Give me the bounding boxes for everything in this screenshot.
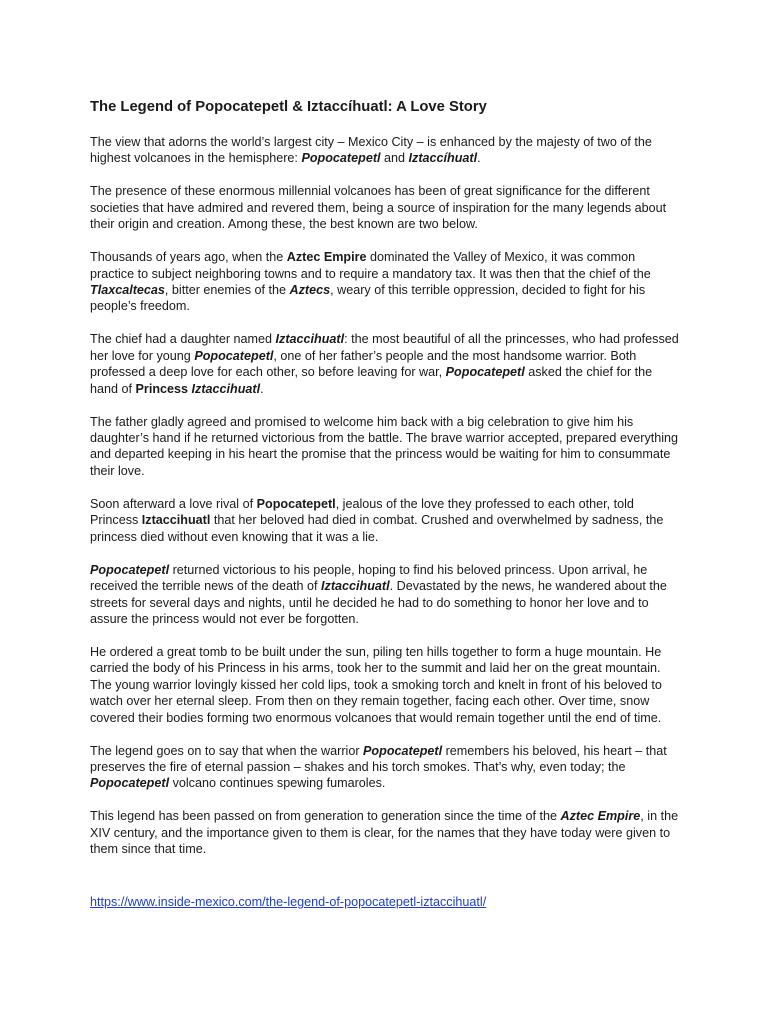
text-run: He ordered a great tomb to be built under the sun, piling ten hills together to form a huge mountain. He carried the body of his Princess in his arms, took her to the summit and laid her on the great mountain. The young warrior lovingly kissed her cold lips, took a smoking torch and knelt in front of his beloved to watch over her eternal sleep. From then on they remain together, facing each other. Over time, snow covered their bodies forming two enormous volcanoes that would remain together until the end of time. [90, 644, 662, 725]
emphasized-text: Aztec Empire [286, 250, 367, 265]
text-run: The presence of these enormous millennial volcanoes has been of great significance for the different societies that have admired and revered them, being a source of inspiration for the many legends about their origin and creation. Among these, the best known are two below. [90, 184, 667, 232]
emphasized-text: Iztaccihuatl [275, 332, 345, 347]
text-run: Thousands of years ago, when the [90, 250, 287, 265]
text-run: , one of her father’s people and the most handsome warrior. Both professed a deep love for each other, so before leaving for war, [90, 348, 637, 380]
paragraph [90, 496, 680, 545]
emphasized-text: Iztaccihuatl [191, 381, 261, 396]
text-run: , jealous of the love they professed to each other, told Princess [90, 496, 634, 528]
text-run: The view that adorns the world’s largest city – Mexico City – is enhanced by the majesty of two of the highest volcanoes in the hemisphere: [90, 135, 652, 166]
text-run: and [380, 151, 409, 166]
emphasized-text: Tlaxcaltecas [90, 283, 165, 298]
text-run: , bitter enemies of the [164, 283, 290, 298]
text-run: dominated the Valley of Mexico, it was common practice to subject neighboring towns and to require a mandatory tax. It was then that the chief of the [90, 250, 651, 281]
text-run: , in the XIV century, and the importance given to them is clear, for the names that they have today were given to them since that time. [90, 809, 679, 857]
paragraph [90, 562, 680, 628]
emphasized-text: Iztaccihuatl [321, 579, 390, 594]
paragraph [90, 808, 680, 857]
emphasized-text: Popocatepetl [194, 348, 274, 363]
paragraph [90, 249, 680, 315]
paragraph [90, 743, 680, 792]
emphasized-text: Popocatepetl [363, 743, 443, 758]
text-run: . [477, 151, 481, 166]
text-run: volcano continues spewing fumaroles. [169, 776, 386, 791]
paragraph [90, 183, 680, 232]
text-run: remembers his beloved, his heart – that preserves the fire of eternal passion – shakes and his torch smokes. That’s why, even today; the [90, 743, 667, 774]
emphasized-text: Iztaccihuatl [141, 513, 211, 528]
emphasized-text: Popocatepetl [301, 151, 381, 166]
text-run: This legend has been passed on from generation to generation since the time of the [90, 809, 561, 824]
text-run: . [260, 381, 264, 396]
emphasized-text: Princess [135, 381, 192, 396]
text-run: : the most beautiful of all the princesses, who had professed her love for young [90, 332, 679, 363]
paragraph [90, 134, 680, 167]
emphasized-text: Aztec Empire [560, 809, 641, 824]
emphasized-text: Aztecs [289, 283, 331, 298]
document-body [90, 98, 680, 911]
emphasized-text: Iztaccíhuatl [408, 151, 478, 166]
paragraph [90, 331, 680, 397]
paragraph [90, 414, 680, 480]
paragraph [90, 644, 680, 726]
emphasized-text: Popocatepetl [90, 776, 170, 791]
document-title: The Legend of Popocatepetl & Iztaccíhuatl: A Love Story [90, 99, 487, 115]
source-link[interactable]: https://www.inside-mexico.com/the-legend-of-popocatepetl-iztaccihuatl/ [90, 895, 487, 910]
text-run: , weary of this terrible oppression, decided to fight for his people’s freedom. [90, 283, 646, 314]
text-run: Soon afterward a love rival of [90, 496, 257, 511]
emphasized-text: Popocatepetl [445, 365, 525, 380]
emphasized-text: Popocatepetl [90, 562, 170, 577]
text-run: returned victorious to his people, hoping to find his beloved princess. Upon arrival, he received the terrible news of the death of [90, 562, 648, 594]
text-run: The father gladly agreed and promised to welcome him back with a big celebration to give him his daughter’s hand if he returned victorious from the battle. The brave warrior accepted, prepared everything and departed keeping in his heart the promise that the princess would be waiting for him to consummate their love. [90, 414, 679, 478]
text-run: that her beloved had died in combat. Crushed and overwhelmed by sadness, the princess died without even knowing that it was a lie. [90, 513, 664, 544]
text-run: . Devastated by the news, he wandered about the streets for several days and nights, until he decided he had to do something to honor her love and to assure the princess would not ever be forgotten. [90, 579, 667, 626]
text-run: asked the chief for the hand of [90, 365, 653, 396]
text-run: The legend goes on to say that when the warrior [90, 743, 364, 758]
paragraph-list [90, 134, 680, 858]
emphasized-text: Popocatepetl [256, 496, 336, 511]
text-run: The chief had a daughter named [90, 332, 276, 347]
